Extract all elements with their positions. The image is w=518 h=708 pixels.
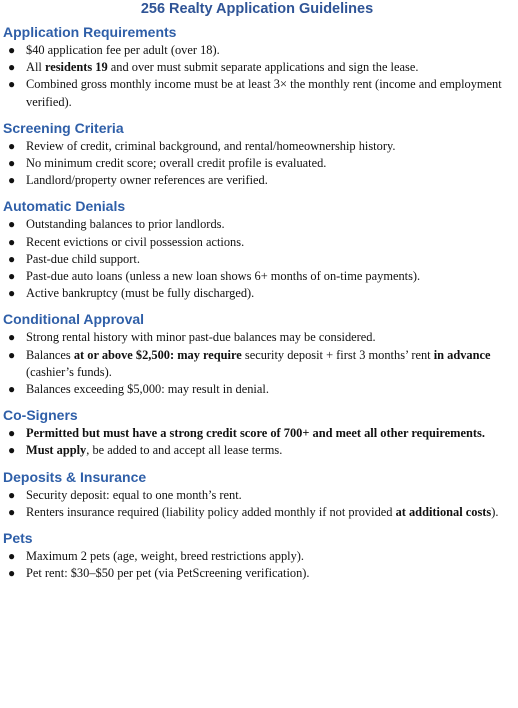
list-item — [2, 251, 512, 268]
item-text: security deposit + first 3 months’ rent — [241, 347, 434, 362]
section-spacer — [2, 302, 512, 310]
list-item — [2, 76, 512, 110]
section — [2, 468, 512, 529]
list-item — [2, 381, 512, 398]
item-text: , be added to and accept all lease terms. — [86, 443, 283, 458]
bullet-icon: ● — [8, 566, 16, 581]
section-heading: Automatic Denials — [3, 198, 126, 215]
section-heading: Conditional Approval — [3, 311, 145, 328]
section-spacer — [2, 460, 512, 468]
bullet-icon: ● — [8, 504, 16, 519]
section — [2, 119, 512, 198]
sections-container — [2, 23, 512, 582]
item-text: Past-due child support. — [26, 251, 140, 266]
bullet-icon: ● — [8, 251, 16, 266]
item-text: and over must submit separate applications and sign the lease. — [107, 60, 419, 75]
item-text: Landlord/property owner references are verified. — [26, 173, 268, 188]
bullet-icon: ● — [8, 234, 16, 249]
bullet-icon: ● — [8, 269, 16, 284]
list-item — [2, 425, 512, 442]
section — [2, 23, 512, 119]
item-text: Balances — [26, 347, 74, 362]
section-heading: Application Requirements — [3, 24, 177, 40]
list-item — [2, 442, 512, 459]
document-title: 256 Realty Application Guidelines — [140, 1, 374, 17]
bullet-icon: ● — [8, 173, 16, 188]
bullet-icon: ● — [8, 382, 16, 397]
section — [2, 406, 512, 467]
bullet-icon: ● — [8, 77, 16, 92]
item-text: Pet rent: $30–$50 per pet (via PetScreening verification). — [26, 566, 310, 581]
section — [2, 197, 512, 310]
list-item — [2, 42, 512, 59]
section — [2, 529, 512, 582]
bullet-icon: ● — [8, 426, 16, 441]
section — [2, 310, 512, 406]
item-text: Balances exceeding $5,000: may result in denial. — [26, 382, 269, 397]
list-item — [2, 329, 512, 346]
bold-text: at or above $2,500: may require — [73, 347, 242, 362]
section-spacer — [2, 111, 512, 119]
bullet-icon: ● — [8, 286, 16, 301]
item-text: Outstanding balances to prior landlords. — [26, 217, 225, 232]
section-heading: Screening Criteria — [3, 119, 124, 136]
list-item — [2, 172, 512, 189]
list-item — [2, 285, 512, 302]
section-heading: Pets — [3, 530, 33, 547]
bullet-icon: ● — [8, 487, 16, 502]
bullet-icon: ● — [8, 138, 16, 153]
bold-text: Permitted but must have a strong credit score of 700+ and meet all other requirements. — [26, 426, 485, 441]
bullet-icon: ● — [8, 217, 16, 232]
bullet-icon: ● — [8, 347, 16, 362]
item-text: $40 application fee per adult (over 18). — [26, 43, 220, 57]
item-text: Past-due auto loans (unless a new loan shows 6+ months of on-time payments). — [26, 269, 421, 284]
list-item — [2, 59, 512, 76]
bullet-icon: ● — [8, 549, 16, 564]
item-text: All — [26, 60, 45, 75]
list-item — [2, 138, 512, 155]
bold-text: Must apply — [26, 443, 87, 458]
bullet-list — [2, 42, 512, 111]
item-text: Maximum 2 pets (age, weight, breed restrictions apply). — [26, 549, 305, 564]
item-text: No minimum credit score; overall credit profile is evaluated. — [26, 156, 327, 171]
item-text: ). — [491, 504, 499, 519]
list-item — [2, 155, 512, 172]
item-text: Combined gross monthly income must be at least 3× the monthly rent (income and employment verified). — [26, 77, 502, 109]
section-heading: Deposits & Insurance — [3, 468, 147, 485]
section-spacer — [2, 398, 512, 406]
bullet-icon: ● — [8, 43, 16, 57]
bold-text: in advance — [433, 347, 491, 362]
bullet-list — [2, 329, 512, 398]
item-text: Active bankruptcy (must be fully discharged). — [26, 286, 255, 301]
bullet-icon: ● — [8, 60, 16, 75]
list-item — [2, 548, 512, 565]
item-text: Strong rental history with minor past-due balances may be considered. — [26, 330, 376, 345]
bullet-list — [2, 548, 512, 582]
bullet-list — [2, 138, 512, 190]
bullet-icon: ● — [8, 443, 16, 458]
bullet-icon: ● — [8, 156, 16, 171]
bullet-list — [2, 216, 512, 302]
list-item — [2, 504, 512, 521]
item-text: Security deposit: equal to one month’s rent. — [26, 487, 242, 502]
section-spacer — [2, 521, 512, 529]
item-text: (cashier’s funds). — [26, 364, 112, 379]
list-item — [2, 347, 512, 381]
bullet-list — [2, 425, 512, 459]
list-item — [2, 487, 512, 504]
section-spacer — [2, 189, 512, 197]
bullet-icon: ● — [8, 330, 16, 345]
bold-text: at additional costs — [395, 504, 492, 519]
item-text: Review of credit, criminal background, and rental/homeownership history. — [26, 138, 396, 153]
list-item — [2, 565, 512, 582]
item-text: Renters insurance required (liability policy added monthly if not provided — [26, 504, 396, 519]
list-item — [2, 268, 512, 285]
list-item — [2, 216, 512, 233]
list-item — [2, 234, 512, 251]
bold-text: residents 19 — [44, 60, 108, 75]
bullet-list — [2, 487, 512, 521]
item-text: Recent evictions or civil possession actions. — [26, 234, 245, 249]
section-heading: Co-Signers — [3, 407, 78, 424]
